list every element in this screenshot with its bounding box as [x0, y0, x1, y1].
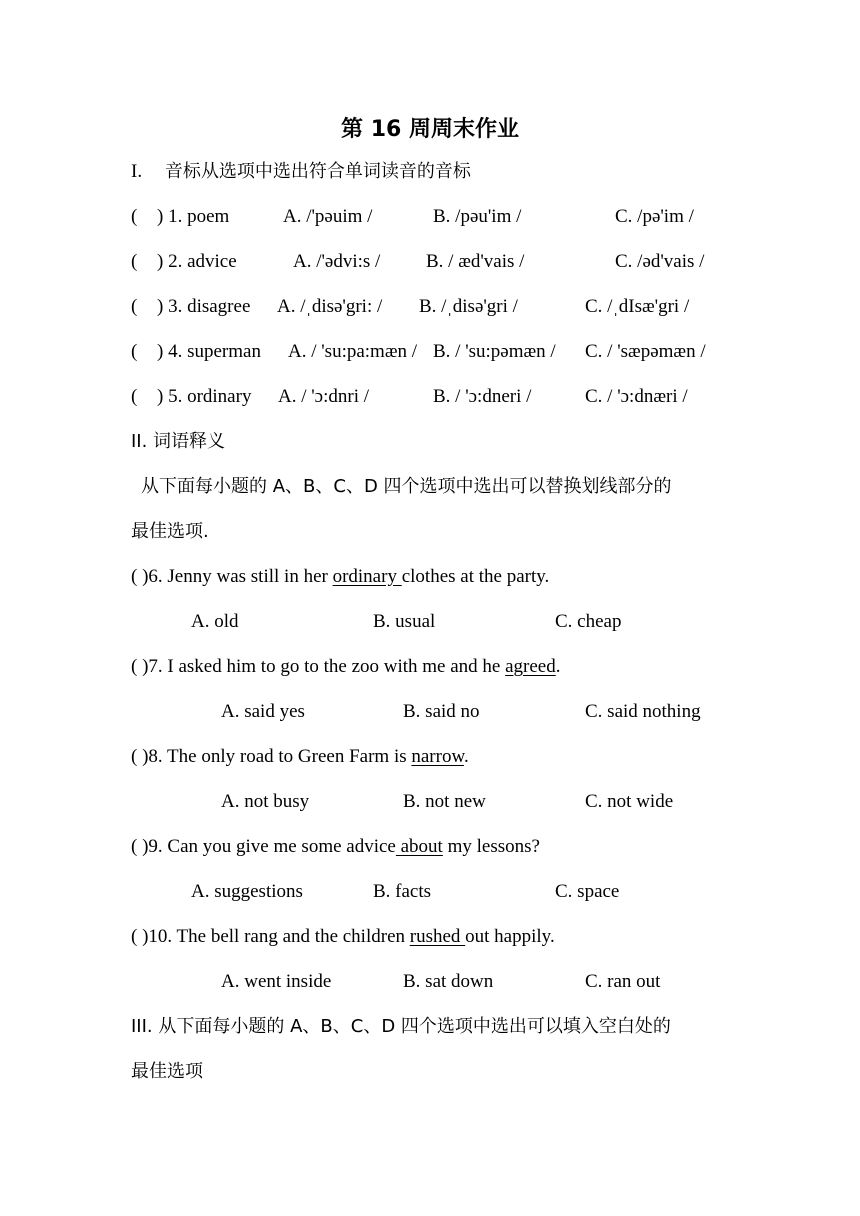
answer-paren[interactable]: (: [131, 206, 138, 227]
option-b[interactable]: B. sat down: [403, 971, 494, 992]
question-word: ) 2. advice: [157, 251, 237, 272]
option-b[interactable]: B. said no: [403, 701, 480, 722]
stem-text: ( )10. The bell rang and the children: [131, 926, 410, 947]
option-b[interactable]: B. /pəu'im /: [433, 206, 522, 227]
stem-text: out happily.: [465, 926, 555, 947]
option-b[interactable]: B. / 'ɔ:dneri /: [433, 386, 532, 407]
option-c[interactable]: C. /pə'im /: [615, 206, 694, 227]
option-c[interactable]: C. not wide: [585, 791, 674, 812]
section2-heading: II. 词语释义: [131, 431, 226, 452]
stem-text: clothes at the party.: [401, 566, 550, 587]
answer-paren[interactable]: (: [131, 386, 138, 407]
question-stem: [131, 564, 549, 590]
question-stem: [131, 924, 555, 950]
option-c[interactable]: C. said nothing: [585, 701, 701, 722]
stem-text: ( )8. The only road to Green Farm is: [131, 746, 412, 767]
option-b[interactable]: B. facts: [373, 881, 432, 902]
option-a[interactable]: A. old: [191, 611, 239, 632]
option-c[interactable]: C. / 'ɔ:dnæri /: [585, 386, 688, 407]
stem-text: ( )6. Jenny was still in her: [131, 566, 333, 587]
underlined-word: about: [395, 836, 443, 857]
question-word: ) 3. disagree: [157, 296, 251, 317]
option-c[interactable]: C. /ˌdIsæ'gri /: [585, 296, 690, 317]
option-b[interactable]: B. / 'su:pəmæn /: [433, 341, 556, 362]
section1-instruction: 音标从选项中选出符合单词读音的音标: [164, 161, 471, 182]
section3-heading-line2: 最佳选项: [131, 1061, 203, 1082]
option-a[interactable]: A. / 'su:pa:mæn /: [288, 341, 418, 362]
question-stem: [131, 744, 469, 770]
question-stem: [131, 834, 540, 860]
page-title: 第 16 周周末作业: [341, 117, 519, 142]
option-a[interactable]: A. /'pəuim /: [283, 206, 373, 227]
option-a[interactable]: A. said yes: [221, 701, 305, 722]
option-a[interactable]: A. suggestions: [191, 881, 303, 902]
option-c[interactable]: C. / 'sæpəmæn /: [585, 341, 706, 362]
section1-number: I.: [131, 161, 143, 182]
question-word: ) 4. superman: [157, 341, 261, 362]
option-c[interactable]: C. ran out: [585, 971, 661, 992]
option-a[interactable]: A. not busy: [221, 791, 310, 812]
underlined-word: ordinary: [332, 566, 402, 587]
section3-heading: III. 从下面每小题的 A、B、C、D 四个选项中选出可以填入空白处的: [131, 1016, 671, 1037]
stem-text: .: [555, 656, 561, 677]
section1-heading: [131, 159, 471, 185]
underlined-word: narrow: [411, 746, 464, 767]
option-b[interactable]: B. /ˌdisə'gri /: [419, 296, 518, 317]
option-a[interactable]: A. /ˌdisə'gri: /: [277, 296, 383, 317]
stem-text: ( )7. I asked him to go to the zoo with me and he: [131, 656, 506, 677]
option-a[interactable]: A. / 'ɔ:dnri /: [278, 386, 370, 407]
answer-paren[interactable]: (: [131, 296, 138, 317]
section2-instruction-line2: 最佳选项.: [131, 521, 209, 542]
section2-instruction-line1: 从下面每小题的 A、B、C、D 四个选项中选出可以替换划线部分的: [141, 476, 672, 497]
option-c[interactable]: C. cheap: [555, 611, 622, 632]
option-c[interactable]: C. /əd'vais /: [615, 251, 705, 272]
option-b[interactable]: B. usual: [373, 611, 436, 632]
question-word: ) 5. ordinary: [157, 386, 252, 407]
question-word: ) 1. poem: [157, 206, 230, 227]
stem-text: ( )9. Can you give me some advice: [131, 836, 396, 857]
option-b[interactable]: B. / æd'vais /: [426, 251, 525, 272]
question-stem: [131, 654, 561, 680]
answer-paren[interactable]: (: [131, 341, 138, 362]
option-a[interactable]: A. went inside: [221, 971, 332, 992]
underlined-word: agreed: [505, 656, 556, 677]
option-b[interactable]: B. not new: [403, 791, 486, 812]
stem-text: my lessons?: [442, 836, 540, 857]
option-c[interactable]: C. space: [555, 881, 620, 902]
underlined-word: rushed: [409, 926, 466, 947]
stem-text: .: [463, 746, 469, 767]
option-a[interactable]: A. /'ədvi:s /: [293, 251, 381, 272]
answer-paren[interactable]: (: [131, 251, 138, 272]
